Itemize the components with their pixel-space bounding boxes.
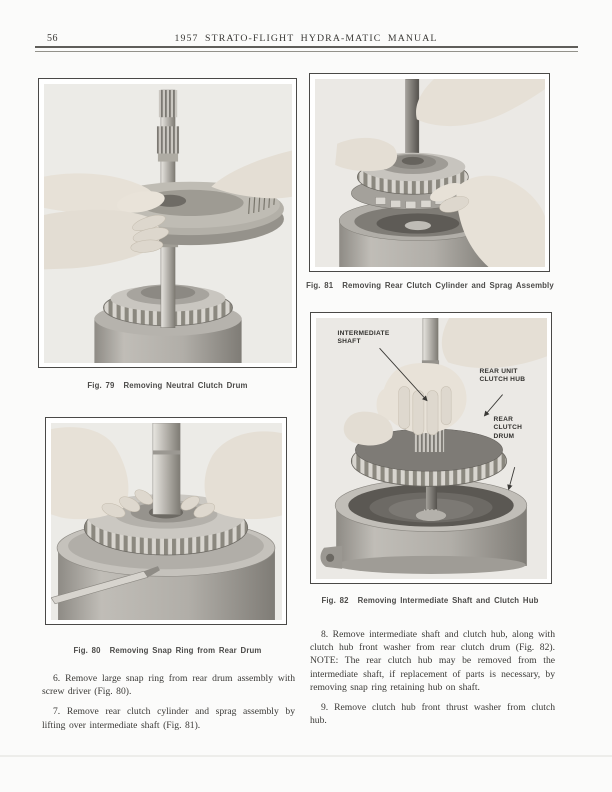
figure-81-photo: [315, 79, 545, 267]
figure-81: [309, 73, 550, 272]
figure-81-caption-text: Removing Rear Clutch Cylinder and Sprag Assembly: [342, 281, 554, 290]
steps-right-column: [310, 628, 555, 734]
figure-82-label: Fig. 82: [321, 596, 349, 605]
figure-82: [310, 312, 552, 584]
steps-left-column: [42, 672, 295, 739]
figure-79-caption-text: Removing Neutral Clutch Drum: [123, 381, 248, 390]
callout-rear-unit-clutch-hub: REAR UNIT CLUTCH HUB: [479, 367, 526, 384]
figure-80-photo: [51, 423, 282, 620]
fig82-photo-illustration: [316, 318, 547, 579]
callout-rear-clutch-drum: REAR CLUTCH DRUM: [493, 415, 523, 440]
fig80-photo-illustration: [51, 423, 282, 620]
step-6: 6. Remove large snap ring from rear drum assembly with screw driver (Fig. 80).: [42, 673, 295, 698]
figure-80-caption: [38, 646, 297, 657]
figure-80: [45, 417, 287, 625]
fig81-photo-illustration: [315, 79, 545, 267]
figure-80-label: Fig. 80: [73, 646, 101, 655]
figure-81-label: Fig. 81: [306, 281, 334, 290]
figure-80-caption-text: Removing Snap Ring from Rear Drum: [109, 646, 262, 655]
figure-82-photo: [316, 318, 547, 579]
figure-79-caption: [38, 381, 297, 392]
figure-79: [38, 78, 297, 368]
callout-intermediate-shaft: INTERMEDIATE SHAFT: [337, 329, 390, 346]
page-bottom-edge: [0, 755, 612, 757]
figure-81-caption: [306, 281, 554, 292]
page-number: 56: [47, 33, 58, 44]
fig79-photo-illustration: [44, 84, 292, 363]
figure-79-label: Fig. 79: [87, 381, 115, 390]
figure-82-caption: [306, 596, 554, 607]
page-header-title: 1957 STRATO-FLIGHT HYDRA-MATIC MANUAL: [174, 33, 438, 44]
step-7: 7. Remove rear clutch cylinder and sprag assembly by lifting over intermediate shaft (Fig. 81).: [42, 706, 295, 731]
figure-82-caption-text: Removing Intermediate Shaft and Clutch Hub: [357, 596, 539, 605]
header-rule: [35, 46, 578, 52]
step-8: 8. Remove intermediate shaft and clutch hub, along with clutch hub front washer from rear clutch drum (Fig. 82). NOTE: The rear clutch hub may be removed from the intermediate shaft, if replacement of parts is necessary, by removing snap ring retaining hub on shaft.: [310, 629, 555, 693]
fig80-shaft: [152, 423, 179, 514]
figure-79-photo: [44, 84, 292, 363]
step-9: 9. Remove clutch hub front thrust washer from clutch hub.: [310, 702, 555, 727]
